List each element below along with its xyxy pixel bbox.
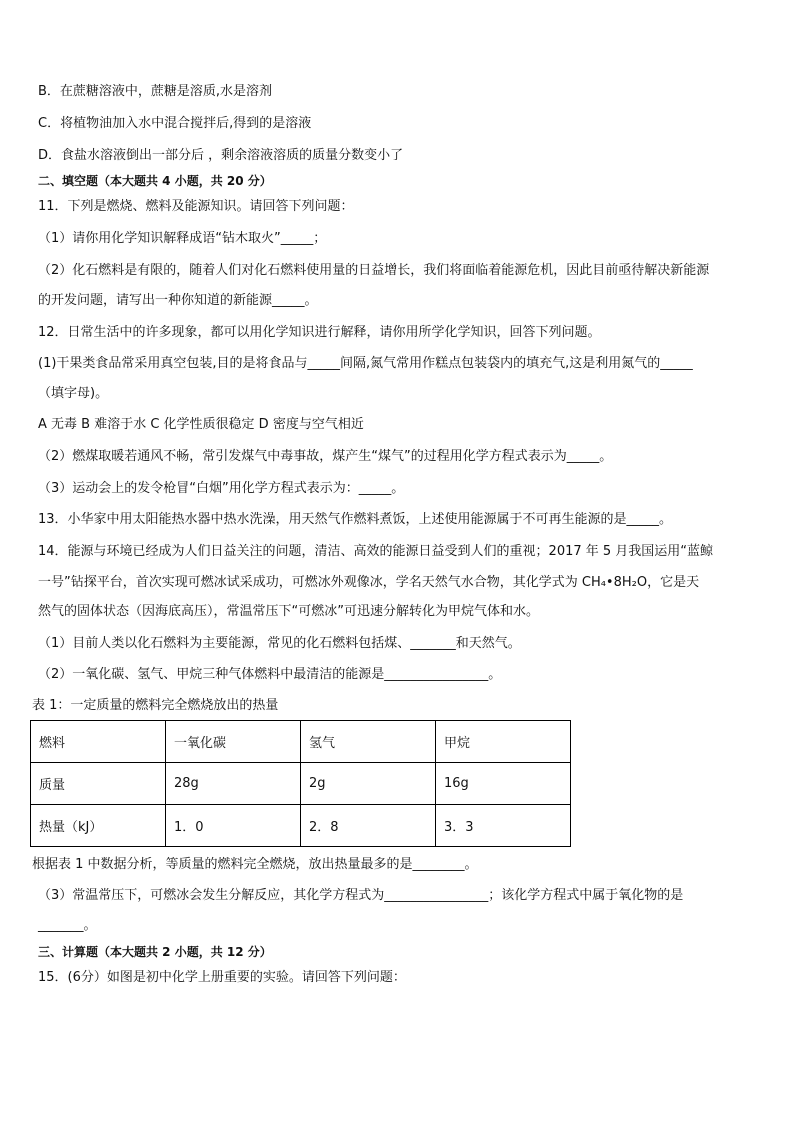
table-cell: 3．3 xyxy=(436,805,571,847)
table-cell: 1．0 xyxy=(166,805,301,847)
option-d: D．食盐水溶液倒出一部分后 ，剩余溶液溶质的质量分数变小了 xyxy=(38,148,404,163)
option-b: B．在蔗糖溶液中，蔗糖是溶质,水是溶剂 xyxy=(38,84,273,99)
q14-stem-line1: 14．能源与环境已经成为人们日益关注的问题，清洁、高效的能源日益受到人们的重视；2017 年 5 月我国运用“蓝鲸 xyxy=(38,544,714,559)
q11-part2-line2: 的开发问题，请写出一种你知道的新能源_____。 xyxy=(38,293,318,308)
section-heading-calculation: 三、计算题（本大题共 2 小题，共 12 分） xyxy=(38,945,272,959)
table-cell: 甲烷 xyxy=(436,721,571,763)
q14-part2: （2）一氧化碳、氢气、甲烷三种气体燃料中最清洁的能源是________________。 xyxy=(38,667,502,682)
section-heading-fill-blank: 二、填空题（本大题共 4 小题，共 20 分） xyxy=(38,174,272,188)
table-row xyxy=(31,763,571,805)
q11-part1: （1）请你用化学知识解释成语“钻木取火”_____； xyxy=(38,231,327,246)
table-row xyxy=(31,721,571,763)
table-cell: 16g xyxy=(436,763,571,805)
q12-choices: A 无毒 B 难溶于水 C 化学性质很稳定 D 密度与空气相近 xyxy=(38,417,364,432)
q14-stem-line3: 然气的固体状态（因海底高压），常温常压下“可燃冰”可迅速分解转化为甲烷气体和水。 xyxy=(38,604,539,619)
q12-part1-line1: (1)干果类食品常采用真空包装,目的是将食品与_____间隔,氮气常用作糕点包装袋内的填充气,这是利用氮气的_____ xyxy=(38,356,693,371)
table-cell: 热量（kJ） xyxy=(31,805,166,847)
table-cell: 燃料 xyxy=(31,721,166,763)
table-cell: 质量 xyxy=(31,763,166,805)
q11-part2-line1: （2）化石燃料是有限的，随着人们对化石燃料使用量的日益增长，我们将面临着能源危机，因此目前亟待解决新能源 xyxy=(38,263,710,278)
q13-stem: 13．小华家中用太阳能热水器中热水洗澡，用天然气作燃料煮饭，上述使用能源属于不可再生能源的是_____。 xyxy=(38,512,673,527)
fuel-heat-table xyxy=(30,720,571,847)
q12-part3: （3）运动会上的发令枪冒“白烟”用化学方程式表示为：_____。 xyxy=(38,481,405,496)
table-row xyxy=(31,805,571,847)
table-cell: 氢气 xyxy=(301,721,436,763)
q12-stem: 12．日常生活中的许多现象，都可以用化学知识进行解释，请你用所学化学知识，回答下列问题。 xyxy=(38,325,601,340)
table-caption: 表 1：一定质量的燃料完全燃烧放出的热量 xyxy=(32,698,279,713)
q14-stem-line2: 一号”钻探平台，首次实现可燃冰试采成功，可燃冰外观像冰，学名天然气水合物，其化学式为 CH₄•8H₂O，它是天 xyxy=(38,575,700,590)
q14-analysis: 根据表 1 中数据分析，等质量的燃料完全燃烧，放出热量最多的是________。 xyxy=(32,857,478,872)
table-cell: 2g xyxy=(301,763,436,805)
q15-stem: 15．(6分）如图是初中化学上册重要的实验。请回答下列问题： xyxy=(38,970,406,985)
table-cell: 2．8 xyxy=(301,805,436,847)
q14-part3-line2: _______。 xyxy=(38,918,97,933)
option-c: C．将植物油加入水中混合搅拌后,得到的是溶液 xyxy=(38,116,312,131)
q14-part1: （1）目前人类以化石燃料为主要能源，常见的化石燃料包括煤、_______和天然气。 xyxy=(38,636,521,651)
q11-stem: 11．下列是燃烧、燃料及能源知识。请回答下列问题： xyxy=(38,199,354,214)
table-cell: 一氧化碳 xyxy=(166,721,301,763)
table-cell: 28g xyxy=(166,763,301,805)
q12-part1-line2: （填字母)。 xyxy=(38,386,109,401)
q14-part3-line1: （3）常温常压下，可燃冰会发生分解反应，其化学方程式为________________；该化学方程式中属于氧化物的是 xyxy=(38,888,684,903)
q12-part2: （2）燃煤取暖若通风不畅，常引发煤气中毒事故，煤产生“煤气”的过程用化学方程式表示为_____。 xyxy=(38,449,613,464)
